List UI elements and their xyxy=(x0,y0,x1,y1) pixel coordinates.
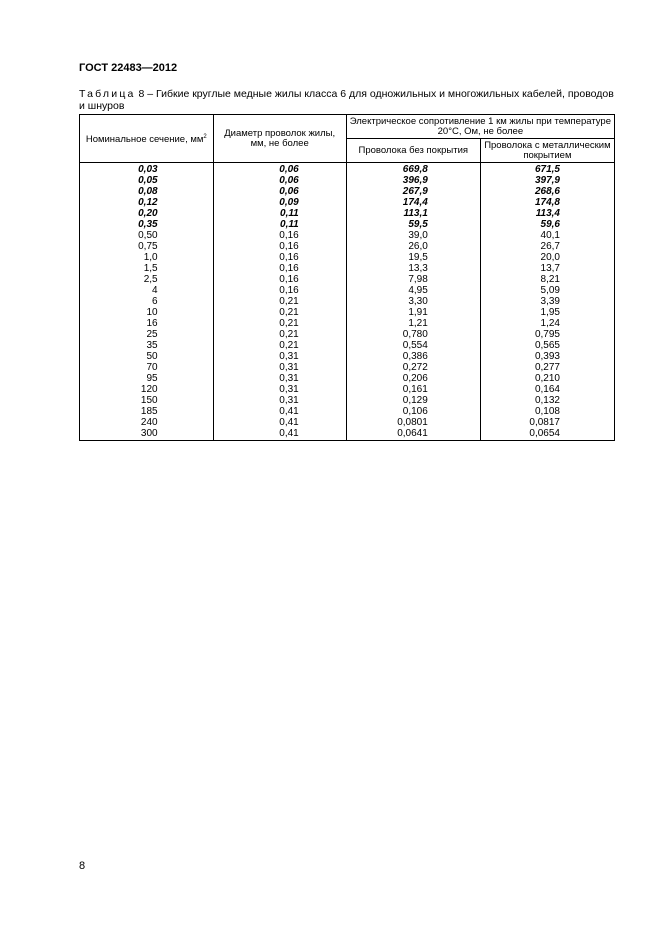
cell-coated-resistance: 59,6 xyxy=(480,220,614,231)
table-row xyxy=(80,163,615,177)
cell-diameter: 0,31 xyxy=(213,385,346,396)
cell-section: 240 xyxy=(80,418,214,429)
cell-coated-resistance: 1,24 xyxy=(480,319,614,330)
cell-coated-resistance: 5,09 xyxy=(480,286,614,297)
table-caption xyxy=(79,88,619,112)
cell-coated-resistance: 40,1 xyxy=(480,231,614,242)
cell-diameter: 0,16 xyxy=(213,275,346,286)
cell-bare-resistance: 0,161 xyxy=(346,385,480,396)
cell-bare-resistance: 0,206 xyxy=(346,374,480,385)
cell-bare-resistance: 7,98 xyxy=(346,275,480,286)
cell-bare-resistance: 1,21 xyxy=(346,319,480,330)
cell-section: 120 xyxy=(80,385,214,396)
cell-diameter: 0,31 xyxy=(213,396,346,407)
cell-diameter: 0,16 xyxy=(213,253,346,264)
cell-section: 25 xyxy=(80,330,214,341)
cell-section: 70 xyxy=(80,363,214,374)
table-row xyxy=(80,429,615,441)
cell-section: 95 xyxy=(80,374,214,385)
cell-diameter: 0,11 xyxy=(213,220,346,231)
table-caption-label: Таблица xyxy=(79,88,136,100)
cell-section: 50 xyxy=(80,352,214,363)
table-row xyxy=(80,308,615,319)
cell-bare-resistance: 0,386 xyxy=(346,352,480,363)
cell-section: 6 xyxy=(80,297,214,308)
table-row xyxy=(80,242,615,253)
cell-diameter: 0,16 xyxy=(213,264,346,275)
conductor-table xyxy=(79,114,615,441)
cell-coated-resistance: 0,0654 xyxy=(480,429,614,441)
cell-coated-resistance: 0,0817 xyxy=(480,418,614,429)
cell-coated-resistance: 1,95 xyxy=(480,308,614,319)
cell-bare-resistance: 0,780 xyxy=(346,330,480,341)
cell-coated-resistance: 0,565 xyxy=(480,341,614,352)
cell-bare-resistance: 0,272 xyxy=(346,363,480,374)
cell-diameter: 0,41 xyxy=(213,407,346,418)
cell-coated-resistance: 0,132 xyxy=(480,396,614,407)
table-body xyxy=(80,163,615,441)
header-bare-wire: Проволока без покрытия xyxy=(346,139,480,163)
cell-diameter: 0,06 xyxy=(213,176,346,187)
table-row xyxy=(80,231,615,242)
cell-section: 0,12 xyxy=(80,198,214,209)
cell-diameter: 0,16 xyxy=(213,231,346,242)
cell-diameter: 0,06 xyxy=(213,187,346,198)
cell-coated-resistance: 0,164 xyxy=(480,385,614,396)
header-nominal-section-text: Номинальное сечение, мм xyxy=(85,134,204,146)
cell-diameter: 0,31 xyxy=(213,363,346,374)
table-caption-text: – Гибкие круглые медные жилы класса 6 для одножильных и многожильных кабелей, проводов и шнуров xyxy=(79,88,614,112)
table-row xyxy=(80,275,615,286)
header-nominal-sup: 2 xyxy=(203,133,207,140)
cell-section: 0,08 xyxy=(80,187,214,198)
cell-coated-resistance: 0,795 xyxy=(480,330,614,341)
cell-bare-resistance: 39,0 xyxy=(346,231,480,242)
cell-section: 185 xyxy=(80,407,214,418)
cell-section: 16 xyxy=(80,319,214,330)
cell-bare-resistance: 13,3 xyxy=(346,264,480,275)
cell-section: 0,03 xyxy=(80,163,214,177)
cell-coated-resistance: 113,4 xyxy=(480,209,614,220)
cell-diameter: 0,41 xyxy=(213,418,346,429)
table-caption-number: 8 xyxy=(138,88,145,100)
cell-diameter: 0,16 xyxy=(213,242,346,253)
cell-bare-resistance: 0,129 xyxy=(346,396,480,407)
cell-section: 1,0 xyxy=(80,253,214,264)
cell-bare-resistance: 26,0 xyxy=(346,242,480,253)
cell-bare-resistance: 0,0641 xyxy=(346,429,480,441)
table-row xyxy=(80,209,615,220)
cell-coated-resistance: 0,210 xyxy=(480,374,614,385)
cell-bare-resistance: 1,91 xyxy=(346,308,480,319)
cell-section: 0,05 xyxy=(80,176,214,187)
cell-coated-resistance: 268,6 xyxy=(480,187,614,198)
cell-section: 0,50 xyxy=(80,231,214,242)
cell-coated-resistance: 174,8 xyxy=(480,198,614,209)
cell-section: 0,75 xyxy=(80,242,214,253)
cell-diameter: 0,21 xyxy=(213,330,346,341)
cell-coated-resistance: 0,277 xyxy=(480,363,614,374)
cell-section: 0,35 xyxy=(80,220,214,231)
table-row xyxy=(80,198,615,209)
cell-section: 2,5 xyxy=(80,275,214,286)
cell-diameter: 0,21 xyxy=(213,319,346,330)
header-resistance: Электрическое сопротивление 1 км жилы при температуре 20°С, Ом, не более xyxy=(346,115,614,139)
cell-section: 4 xyxy=(80,286,214,297)
cell-section: 10 xyxy=(80,308,214,319)
cell-bare-resistance: 0,106 xyxy=(346,407,480,418)
cell-diameter: 0,06 xyxy=(213,163,346,177)
cell-bare-resistance: 59,5 xyxy=(346,220,480,231)
cell-coated-resistance: 20,0 xyxy=(480,253,614,264)
cell-bare-resistance: 174,4 xyxy=(346,198,480,209)
cell-bare-resistance: 113,1 xyxy=(346,209,480,220)
cell-coated-resistance: 671,5 xyxy=(480,163,614,177)
cell-coated-resistance: 397,9 xyxy=(480,176,614,187)
cell-diameter: 0,11 xyxy=(213,209,346,220)
table-row xyxy=(80,286,615,297)
cell-bare-resistance: 19,5 xyxy=(346,253,480,264)
page-number: 8 xyxy=(79,860,86,872)
table-row xyxy=(80,253,615,264)
cell-coated-resistance: 0,393 xyxy=(480,352,614,363)
cell-diameter: 0,09 xyxy=(213,198,346,209)
cell-diameter: 0,41 xyxy=(213,429,346,441)
cell-section: 35 xyxy=(80,341,214,352)
cell-diameter: 0,16 xyxy=(213,286,346,297)
header-wire-diameter: Диаметр проволок жилы, мм, не более xyxy=(213,115,346,163)
cell-coated-resistance: 3,39 xyxy=(480,297,614,308)
cell-bare-resistance: 669,8 xyxy=(346,163,480,177)
table-row xyxy=(80,264,615,275)
cell-section: 150 xyxy=(80,396,214,407)
table-row xyxy=(80,220,615,231)
cell-bare-resistance: 0,0801 xyxy=(346,418,480,429)
cell-bare-resistance: 4,95 xyxy=(346,286,480,297)
cell-bare-resistance: 267,9 xyxy=(346,187,480,198)
cell-diameter: 0,21 xyxy=(213,297,346,308)
header-nominal-section xyxy=(80,115,214,163)
header-coated-wire: Проволока с металлическим покрытием xyxy=(480,139,614,163)
cell-bare-resistance: 396,9 xyxy=(346,176,480,187)
document-code: ГОСТ 22483—2012 xyxy=(79,62,178,74)
cell-coated-resistance: 26,7 xyxy=(480,242,614,253)
cell-section: 1,5 xyxy=(80,264,214,275)
cell-coated-resistance: 13,7 xyxy=(480,264,614,275)
cell-diameter: 0,31 xyxy=(213,352,346,363)
cell-coated-resistance: 8,21 xyxy=(480,275,614,286)
cell-bare-resistance: 3,30 xyxy=(346,297,480,308)
cell-coated-resistance: 0,108 xyxy=(480,407,614,418)
table-row xyxy=(80,297,615,308)
cell-bare-resistance: 0,554 xyxy=(346,341,480,352)
cell-section: 300 xyxy=(80,429,214,441)
cell-section: 0,20 xyxy=(80,209,214,220)
cell-diameter: 0,31 xyxy=(213,374,346,385)
cell-diameter: 0,21 xyxy=(213,308,346,319)
cell-diameter: 0,21 xyxy=(213,341,346,352)
